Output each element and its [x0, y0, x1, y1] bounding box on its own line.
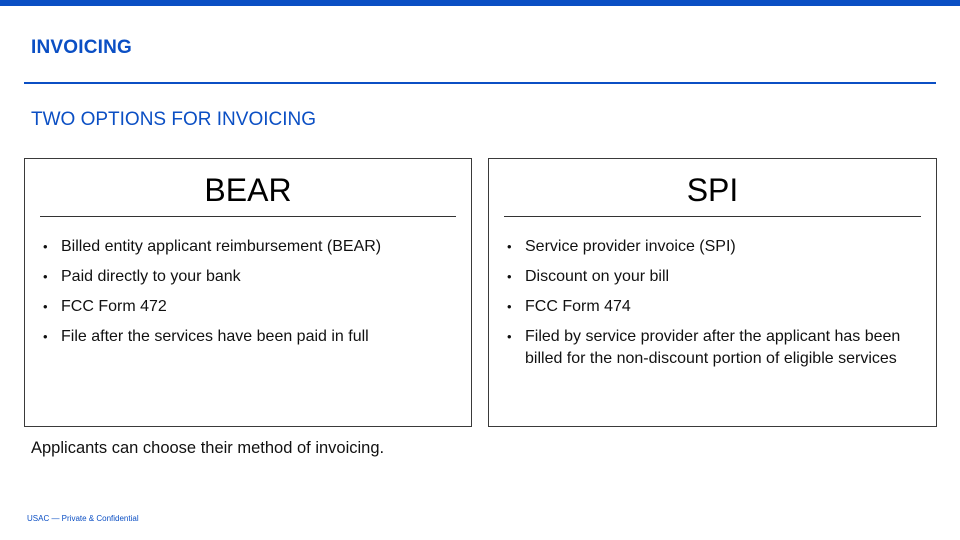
spi-heading: SPI	[686, 172, 739, 208]
top-accent-bar	[0, 0, 960, 6]
list-item-text: Discount on your bill	[525, 268, 670, 285]
bullet-icon: •	[43, 239, 48, 254]
bullet-icon: •	[507, 329, 512, 344]
bear-option-card	[24, 158, 472, 427]
list-item	[507, 296, 918, 318]
bear-heading: BEAR	[204, 172, 292, 208]
bullet-icon: •	[43, 329, 48, 344]
bullet-icon: •	[507, 299, 512, 314]
section-subtitle: TWO OPTIONS FOR INVOICING	[31, 109, 316, 130]
list-item	[507, 266, 918, 288]
confidential-label: USAC — Private & Confidential	[27, 514, 139, 523]
list-item-text: Service provider invoice (SPI)	[525, 238, 736, 255]
bullet-icon: •	[507, 239, 512, 254]
list-item-text: FCC Form 472	[61, 298, 167, 315]
list-item	[43, 326, 453, 348]
list-item-text: Paid directly to your bank	[61, 268, 241, 285]
bullet-icon: •	[507, 269, 512, 284]
bullet-icon: •	[43, 269, 48, 284]
page-title: INVOICING	[31, 37, 133, 58]
list-item	[43, 296, 453, 318]
footer-note: Applicants can choose their method of invoicing.	[31, 439, 385, 457]
list-item	[507, 326, 918, 370]
bear-bullet-list	[43, 236, 453, 356]
spi-option-card	[488, 158, 937, 427]
bullet-icon: •	[43, 299, 48, 314]
bear-heading-divider	[40, 216, 456, 217]
list-item-text: Filed by service provider after the applicant has been billed for the non-discount portion of eligible services	[525, 328, 901, 367]
spi-bullet-list	[507, 236, 918, 378]
spi-heading-divider	[504, 216, 921, 217]
list-item-text: Billed entity applicant reimbursement (BEAR)	[61, 238, 382, 255]
title-divider	[24, 82, 936, 84]
list-item	[43, 266, 453, 288]
list-item-text: File after the services have been paid in full	[61, 328, 369, 345]
list-item-text: FCC Form 474	[525, 298, 631, 315]
list-item	[43, 236, 453, 258]
list-item	[507, 236, 918, 258]
